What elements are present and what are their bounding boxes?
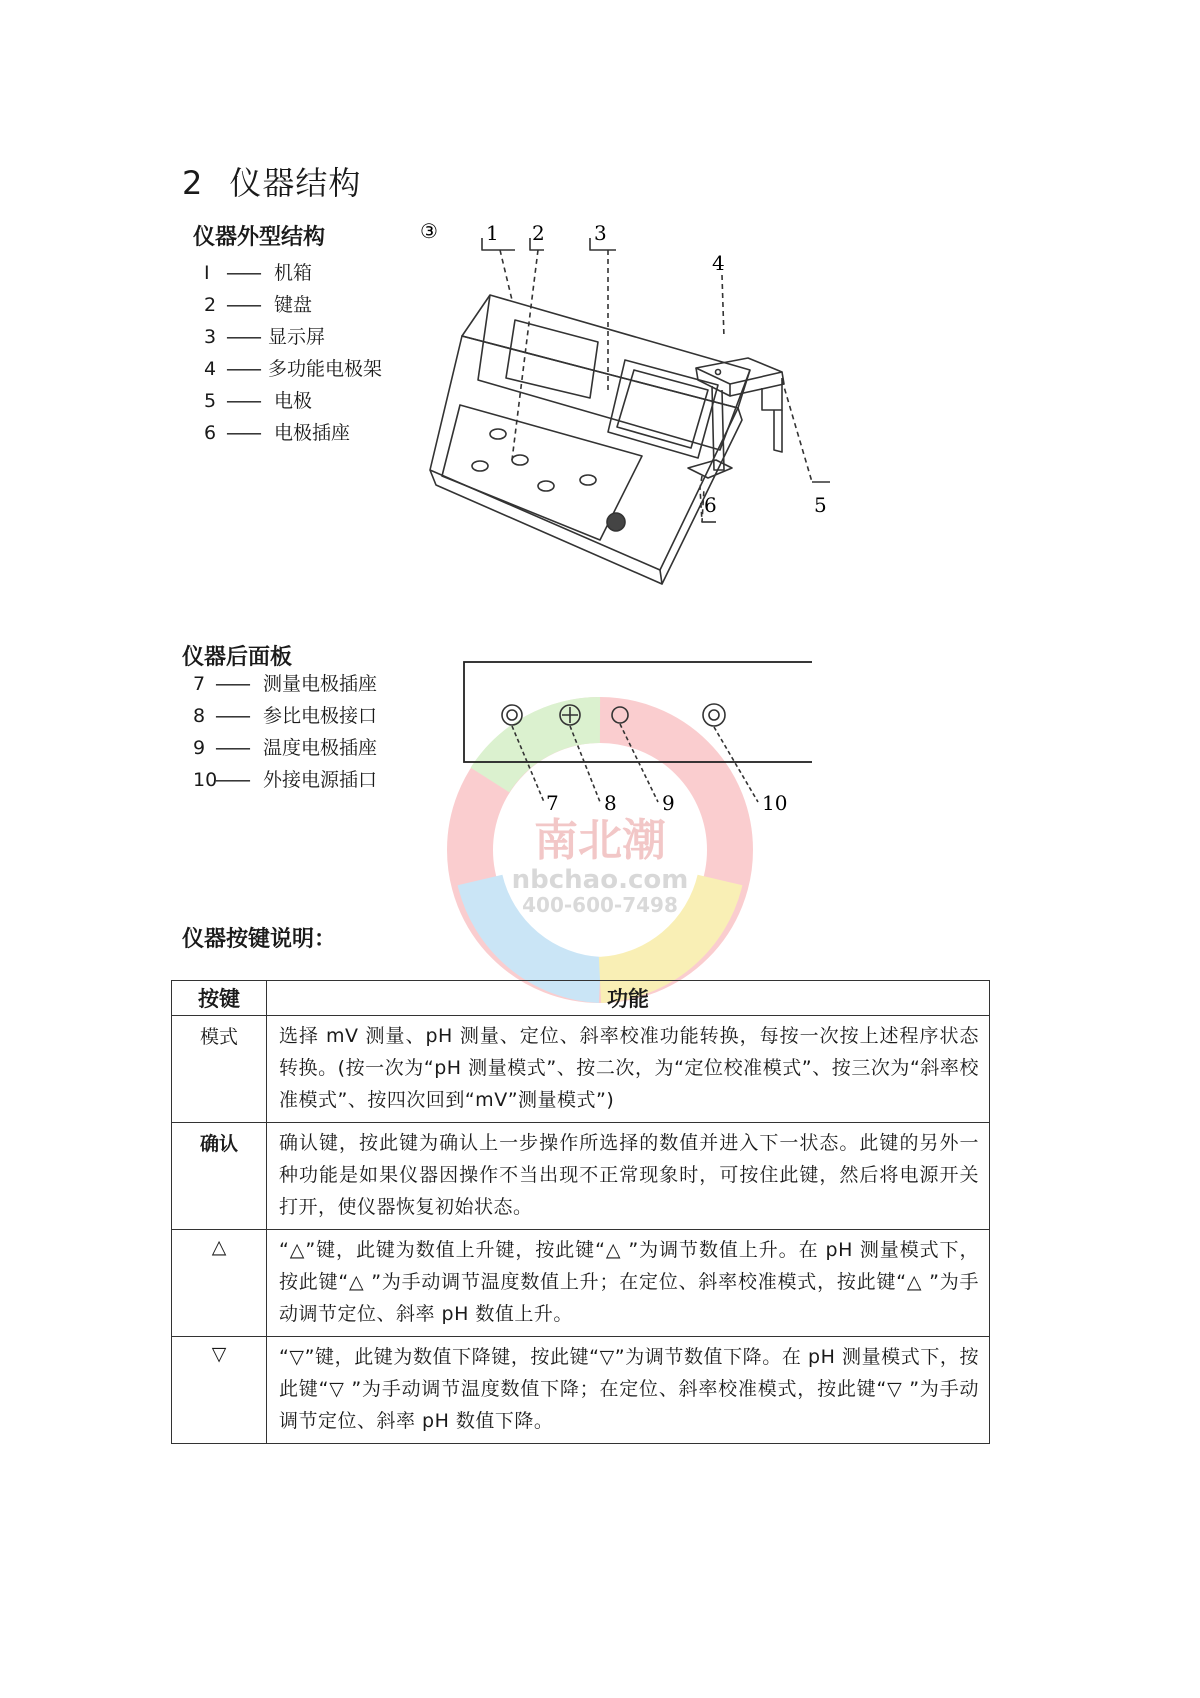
legend-num: 6 <box>204 422 217 444</box>
holder-hole <box>716 370 721 375</box>
socket-9 <box>612 707 628 723</box>
key-button <box>472 461 488 471</box>
table-row <box>172 1016 990 1123</box>
legend-num: 2 <box>204 294 217 316</box>
legend-num: 4 <box>204 358 217 380</box>
legend-label: 电极 <box>274 390 313 412</box>
label-6: 6 <box>704 493 717 517</box>
header-key: 按键 <box>172 981 267 1016</box>
section-title: 仪器结构 <box>229 164 362 202</box>
rear-heading: 仪器后面板 <box>182 645 293 670</box>
legend-label: 电极插座 <box>274 422 351 444</box>
socket-7 <box>502 705 522 725</box>
legend-num: I <box>204 262 210 284</box>
display-screen <box>608 360 718 458</box>
watermark-phone: 400-600-7498 <box>522 893 678 917</box>
legend-label: 外接电源插口 <box>263 769 378 791</box>
label-9: 9 <box>662 791 675 815</box>
electrode-holder-arm <box>762 378 782 410</box>
key-cell: 模式 <box>172 1016 267 1123</box>
rear-panel-diagram <box>462 660 812 820</box>
key-button <box>580 475 596 485</box>
section-number: 2 <box>182 164 204 202</box>
label-4: 4 <box>712 251 725 275</box>
table-header-row <box>172 981 990 1016</box>
leader-4 <box>722 275 724 338</box>
legend-row <box>204 417 382 449</box>
legend-dash: —— <box>215 737 249 759</box>
legend-row <box>204 385 382 417</box>
legend-dash: —— <box>215 769 249 791</box>
legend-num: 8 <box>193 705 206 727</box>
leader-9 <box>620 724 658 802</box>
legend-row <box>193 700 377 732</box>
label-1: 1 <box>486 221 499 245</box>
section-heading <box>182 158 361 204</box>
display-screen-inner <box>617 370 708 448</box>
legend-dash: —— <box>215 705 249 727</box>
key-cell: 确认 <box>172 1123 267 1230</box>
keys-heading: 仪器按键说明： <box>182 927 337 952</box>
electrode-holder-side <box>730 372 784 396</box>
legend-label: 机箱 <box>274 262 313 284</box>
legend-num: 10 <box>193 769 218 791</box>
function-cell: “▽”键，此键为数值下降键，按此键“▽”为调节数值下降。在 pH 测量模式下，按此键“▽ ”为手动调节温度数值下降；在定位、斜率校准模式，按此键“▽ ”为手动调节定位、斜率 pH 数值下降。 <box>267 1337 990 1444</box>
legend-row <box>204 257 382 289</box>
legend-row <box>204 321 382 353</box>
legend-label: 参比电极接口 <box>263 705 378 727</box>
socket-8-cross <box>562 707 578 723</box>
legend-dash: —— <box>226 326 260 348</box>
socket-7-inner <box>507 710 517 720</box>
function-cell: 确认键，按此键为确认上一步操作所选择的数值并进入下一状态。此键的另外一种功能是如果仪器因操作不当出现不正常现象时，可按住此键，然后将电源开关打开，使仪器恢复初始状态。 <box>267 1123 990 1230</box>
rear-legend <box>193 668 377 796</box>
electrode-holder-base <box>688 460 732 478</box>
header-function: 功能 <box>267 981 990 1016</box>
legend-dash: —— <box>226 358 260 380</box>
key-button <box>490 429 506 439</box>
function-cell: “△”键，此键为数值上升键，按此键“△ ”为调节数值上升。在 pH 测量模式下，按此键“△ ”为手动调节温度数值上升；在定位、斜率校准模式，按此键“△ ”为手动调节定位、斜率 pH 数值上升。 <box>267 1230 990 1337</box>
label-3: 3 <box>594 221 607 245</box>
legend-dash: —— <box>226 262 260 284</box>
keys-table <box>171 980 990 1444</box>
label-5: 5 <box>814 493 827 517</box>
label-10: 10 <box>762 791 788 815</box>
legend-label: 键盘 <box>274 294 313 316</box>
legend-row <box>204 353 382 385</box>
legend-row <box>204 289 382 321</box>
electrode-holder-top <box>696 358 782 384</box>
leader-1-line <box>500 250 512 300</box>
exterior-legend <box>204 257 382 449</box>
power-knob <box>607 513 625 531</box>
legend-dash: —— <box>226 422 260 444</box>
label-7: 7 <box>546 791 559 815</box>
socket-10-inner <box>709 710 719 720</box>
label-8: 8 <box>604 791 617 815</box>
legend-label: 多功能电极架 <box>268 358 383 380</box>
table-row <box>172 1230 990 1337</box>
watermark-domain: nbchao.com <box>511 865 689 895</box>
leader-8 <box>570 726 600 802</box>
legend-num: 9 <box>193 737 206 759</box>
exterior-diagram <box>420 220 910 600</box>
instrument-side <box>662 408 742 584</box>
legend-label: 显示屏 <box>268 326 326 348</box>
label-2: 2 <box>532 221 545 245</box>
table-row <box>172 1123 990 1230</box>
legend-num: 3 <box>204 326 217 348</box>
legend-label: 测量电极插座 <box>263 673 378 695</box>
legend-dash: —— <box>226 294 260 316</box>
legend-num: 5 <box>204 390 217 412</box>
socket-10 <box>703 704 725 726</box>
legend-dash: —— <box>215 673 249 695</box>
instrument-housing <box>430 336 738 570</box>
circled-label: ③ <box>420 220 438 243</box>
leader-7 <box>512 726 544 802</box>
instrument-top-edge <box>462 295 750 408</box>
key-button <box>538 481 554 491</box>
exterior-heading: 仪器外型结构 <box>193 225 326 250</box>
display-panel <box>478 295 750 450</box>
watermark-brand: 南北潮 <box>534 815 666 866</box>
legend-num: 7 <box>193 673 206 695</box>
key-cell: ▽ <box>172 1337 267 1444</box>
leader-10 <box>714 727 758 802</box>
legend-row <box>193 764 377 796</box>
function-cell: 选择 mV 测量、pH 测量、定位、斜率校准功能转换，每按一次按上述程序状态转换。(按一次为“pH 测量模式”、按二次，为“定位校准模式”、按三次为“斜率校准模式”、按四次回到“mV”测量模式”) <box>267 1016 990 1123</box>
key-cell: △ <box>172 1230 267 1337</box>
leader-5 <box>782 380 812 482</box>
legend-row <box>193 668 377 700</box>
legend-row <box>193 732 377 764</box>
table-row <box>172 1337 990 1444</box>
legend-label: 温度电极插座 <box>263 737 378 759</box>
electrode-rod <box>774 410 782 452</box>
key-button <box>512 455 528 465</box>
legend-dash: —— <box>226 390 260 412</box>
